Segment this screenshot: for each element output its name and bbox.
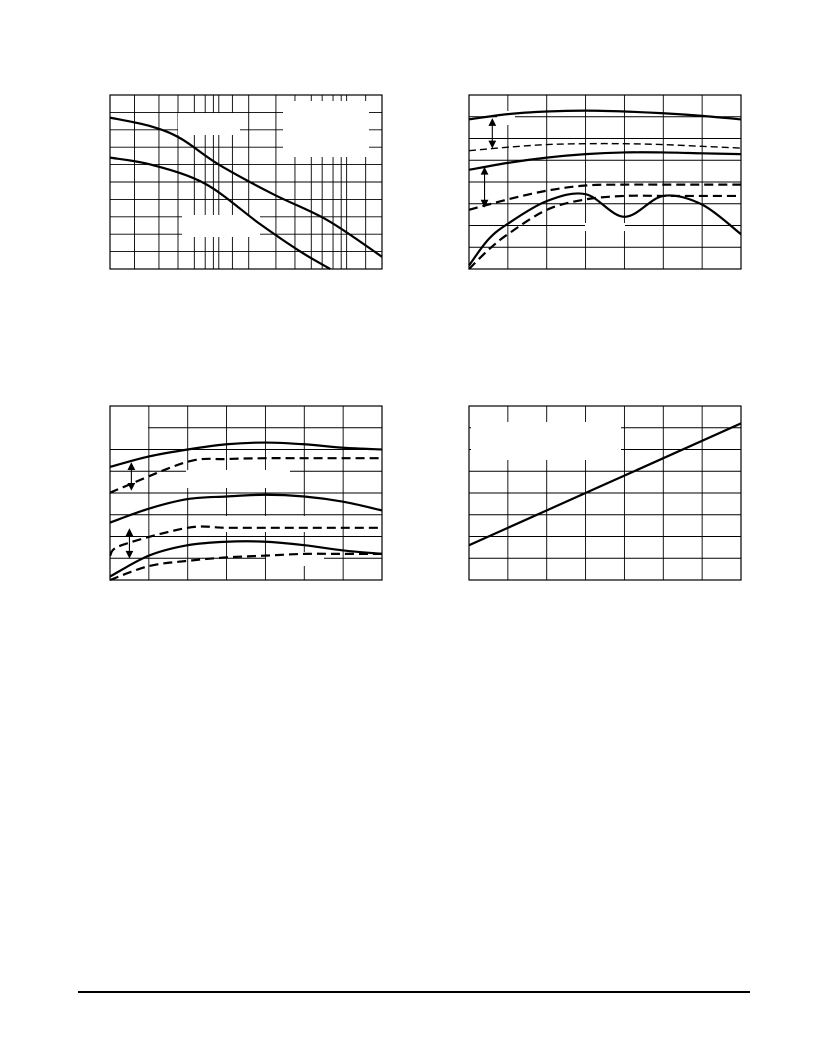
chart-3 [108,404,384,582]
series-line-2 [110,158,330,269]
label-area [110,414,148,430]
label-area [585,223,625,231]
double-arrow-1 [489,119,495,147]
chart-2 [467,93,743,271]
double-arrow-1 [128,463,134,489]
series-line-5 [110,541,382,576]
series-line-1 [110,443,382,467]
series-line-6 [110,554,382,580]
series-line-3 [469,152,741,170]
label-area [182,215,260,237]
double-arrow-2 [482,168,488,206]
chart-4 [467,404,743,582]
footer-rule [78,991,750,993]
label-area [178,113,240,135]
series-line-2 [469,144,741,151]
chart-1 [108,93,384,271]
label-area [283,101,369,157]
label-area [200,516,308,532]
label-area [471,422,621,460]
label-area [186,470,290,488]
